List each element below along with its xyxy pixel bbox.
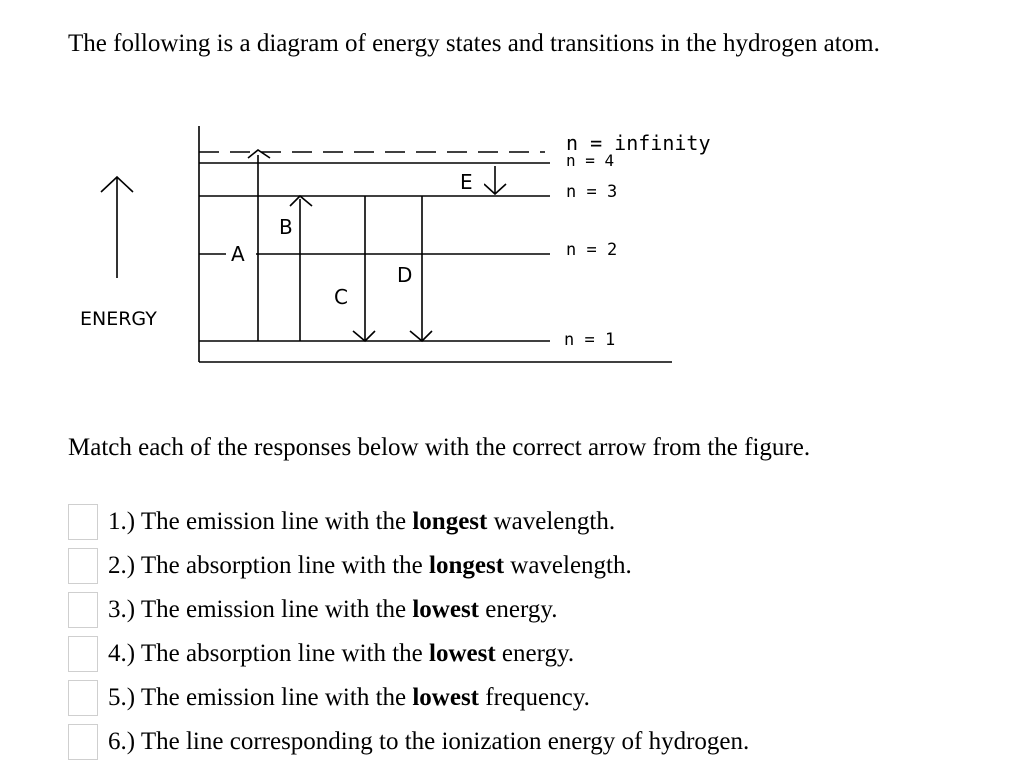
answer-input[interactable] <box>68 636 98 672</box>
arrow-label-c: C <box>334 285 348 309</box>
response-text: 5.) The emission line with the lowest frequency. <box>108 684 590 711</box>
response-item <box>68 632 968 676</box>
level-n1-label: n = 1 <box>564 330 616 350</box>
response-item <box>68 676 968 720</box>
level-n3-label: n = 3 <box>566 182 618 202</box>
arrow-label-a: A <box>231 242 245 266</box>
response-item <box>68 720 968 764</box>
response-text: 1.) The emission line with the longest wavelength. <box>108 508 616 535</box>
response-item <box>68 544 968 588</box>
arrow-label-d: D <box>397 263 413 287</box>
response-list <box>68 500 968 764</box>
answer-input[interactable] <box>68 592 98 628</box>
arrow-c-head <box>353 331 375 341</box>
response-item <box>68 588 968 632</box>
response-text: 6.) The line corresponding to the ionization energy of hydrogen. <box>108 728 750 755</box>
arrow-d-head <box>410 331 432 341</box>
arrow-b-head <box>290 196 312 206</box>
level-infinity-label: n = infinity <box>566 131 711 155</box>
response-item <box>68 500 968 544</box>
level-n4-label: n = 4 <box>566 151 615 170</box>
response-text: 4.) The absorption line with the lowest energy. <box>108 640 575 667</box>
level-n2-label: n = 2 <box>566 240 618 260</box>
intro-text: The following is a diagram of energy states and transitions in the hydrogen atom. <box>68 30 880 57</box>
arrow-label-e: E <box>460 170 473 194</box>
arrow-label-b: B <box>279 215 293 239</box>
answer-input[interactable] <box>68 680 98 716</box>
answer-input[interactable] <box>68 548 98 584</box>
energy-label: ENERGY <box>80 308 157 330</box>
response-text: 3.) The emission line with the lowest energy. <box>108 596 558 623</box>
instruction-text: Match each of the responses below with the correct arrow from the figure. <box>68 434 811 461</box>
answer-input[interactable] <box>68 504 98 540</box>
answer-input[interactable] <box>68 724 98 760</box>
response-text: 2.) The absorption line with the longest wavelength. <box>108 552 632 579</box>
